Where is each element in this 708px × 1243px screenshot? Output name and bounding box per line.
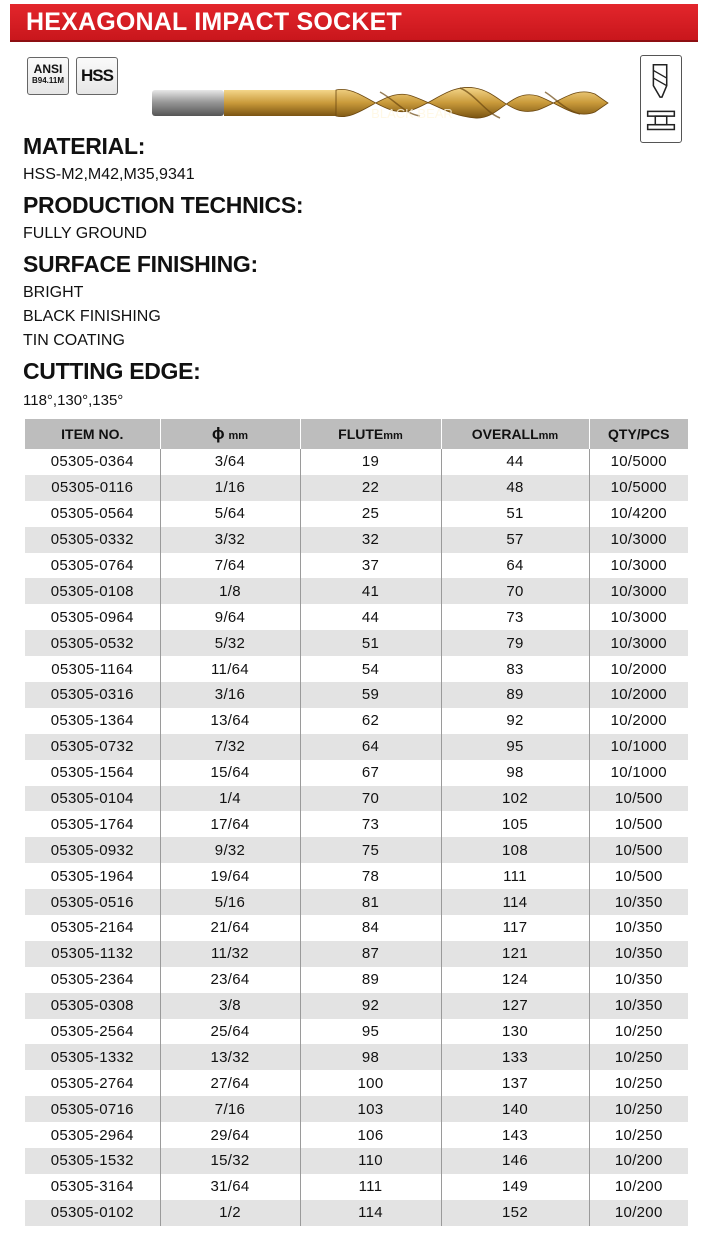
cell-overall-length: 51 bbox=[441, 501, 589, 527]
cell-overall-length: 48 bbox=[441, 475, 589, 501]
production-technics-value: FULLY GROUND bbox=[23, 225, 147, 242]
table-row bbox=[25, 863, 688, 889]
table-row bbox=[25, 993, 688, 1019]
cell-overall-length: 137 bbox=[441, 1070, 589, 1096]
cell-flute-length: 110 bbox=[300, 1148, 441, 1174]
cell-item-no: 05305-2364 bbox=[50, 971, 134, 989]
cell-item-no: 05305-0716 bbox=[25, 1096, 160, 1122]
cell-qty-pcs: 10/5000 bbox=[589, 449, 688, 475]
table-row bbox=[25, 786, 688, 812]
cell-qty-pcs: 10/250 bbox=[589, 1019, 688, 1045]
cell-flute-length: 59 bbox=[300, 682, 441, 708]
table-body bbox=[25, 449, 688, 1226]
cell-flute-length: 22 bbox=[300, 475, 441, 501]
cell-diameter: 3/64 bbox=[160, 449, 300, 475]
table-row bbox=[25, 915, 688, 941]
cell-diameter: 5/32 bbox=[160, 630, 300, 656]
cell-overall-length: 79 bbox=[441, 630, 589, 656]
diameter-symbol: ϕ bbox=[211, 424, 225, 443]
cell-flute-length: 111 bbox=[300, 1174, 441, 1200]
drill-bit-image bbox=[150, 80, 610, 126]
cell-qty-pcs: 10/2000 bbox=[589, 708, 688, 734]
cell-flute-length: 64 bbox=[300, 734, 441, 760]
material-heading: MATERIAL: bbox=[23, 133, 146, 159]
cell-overall-length: 102 bbox=[441, 786, 589, 812]
cell-item-no: 05305-0764 bbox=[50, 557, 134, 574]
cell-overall-length: 124 bbox=[441, 967, 589, 993]
table-row bbox=[25, 837, 688, 863]
cell-diameter: 3/16 bbox=[160, 682, 300, 708]
surface-finishing-black: BLACK FINISHING bbox=[23, 308, 161, 325]
cell-qty-pcs: 10/3000 bbox=[589, 604, 688, 630]
cell-overall-length: 105 bbox=[441, 811, 589, 837]
drill-shank bbox=[152, 90, 224, 116]
cell-qty-pcs: 10/500 bbox=[589, 786, 688, 812]
cell-overall-length: 130 bbox=[441, 1019, 589, 1045]
diameter-unit: mm bbox=[228, 430, 249, 442]
cell-flute-length: 32 bbox=[300, 527, 441, 553]
cell-overall-length: 89 bbox=[441, 682, 589, 708]
table-row bbox=[25, 501, 688, 527]
cell-qty-pcs: 10/200 bbox=[589, 1174, 688, 1200]
cell-diameter: 5/64 bbox=[160, 501, 300, 527]
cell-flute-length: 95 bbox=[300, 1019, 441, 1045]
table-row bbox=[25, 630, 688, 656]
cell-qty-pcs: 10/4200 bbox=[589, 501, 688, 527]
cell-diameter: 25/64 bbox=[160, 1019, 300, 1045]
cell-flute-length: 84 bbox=[300, 915, 441, 941]
table-row bbox=[25, 1148, 688, 1174]
cell-diameter: 15/64 bbox=[160, 760, 300, 786]
cell-overall-length: 108 bbox=[441, 837, 589, 863]
cell-diameter: 3/32 bbox=[160, 527, 300, 553]
cell-overall-length: 149 bbox=[441, 1174, 589, 1200]
table-row bbox=[25, 1070, 688, 1096]
cell-qty-pcs: 10/350 bbox=[589, 967, 688, 993]
table-row bbox=[25, 604, 688, 630]
table-row bbox=[25, 708, 688, 734]
surface-finishing-tin: TIN COATING bbox=[23, 332, 125, 349]
drill-brand-text: BLACK BEAR bbox=[371, 106, 453, 121]
cell-diameter: 9/32 bbox=[160, 837, 300, 863]
cell-diameter: 31/64 bbox=[160, 1174, 300, 1200]
cell-qty-pcs: 10/200 bbox=[589, 1148, 688, 1174]
cell-qty-pcs: 10/500 bbox=[589, 811, 688, 837]
col-header-qty: QTY/PCS bbox=[589, 419, 688, 449]
cell-overall-length: 73 bbox=[441, 604, 589, 630]
col-header-flute bbox=[300, 419, 441, 449]
cell-item-no: 05305-1364 bbox=[50, 712, 134, 730]
cell-diameter: 5/16 bbox=[160, 889, 300, 915]
overall-unit: mm bbox=[538, 430, 559, 442]
ansi-badge bbox=[27, 57, 69, 95]
cell-diameter: 7/32 bbox=[160, 734, 300, 760]
table-row bbox=[25, 449, 688, 475]
table-row bbox=[25, 1200, 688, 1226]
table-row bbox=[25, 527, 688, 553]
cell-diameter: 1/2 bbox=[160, 1200, 300, 1226]
col-header-diameter bbox=[160, 419, 300, 449]
cell-flute-length: 73 bbox=[300, 811, 441, 837]
cell-diameter: 13/32 bbox=[160, 1044, 300, 1070]
surface-finishing-bright: BRIGHT bbox=[23, 284, 84, 301]
cell-flute-length: 54 bbox=[300, 656, 441, 682]
cell-qty-pcs: 10/3000 bbox=[589, 553, 688, 579]
cell-diameter: 1/8 bbox=[160, 578, 300, 604]
cell-flute-length: 98 bbox=[300, 1044, 441, 1070]
cell-item-no: 05305-0732 bbox=[25, 734, 160, 760]
cell-qty-pcs: 10/250 bbox=[589, 1070, 688, 1096]
table-row bbox=[25, 811, 688, 837]
table-row bbox=[25, 967, 688, 993]
hss-badge: HSS bbox=[76, 57, 118, 95]
cell-item-no: 05305-3164 bbox=[50, 1178, 134, 1196]
ansi-badge-label: ANSI bbox=[33, 62, 63, 76]
cell-item-no: 05305-2564 bbox=[50, 1023, 134, 1041]
cell-flute-length: 81 bbox=[300, 889, 441, 915]
cell-qty-pcs: 10/1000 bbox=[589, 734, 688, 760]
cell-flute-length: 62 bbox=[300, 708, 441, 734]
cell-flute-length: 44 bbox=[300, 604, 441, 630]
cell-diameter: 19/64 bbox=[160, 863, 300, 889]
production-technics-heading: PRODUCTION TECHNICS: bbox=[23, 192, 304, 218]
cell-qty-pcs: 10/500 bbox=[589, 837, 688, 863]
cell-item-no: 05305-0516 bbox=[25, 889, 160, 915]
cell-item-no: 05305-0564 bbox=[50, 505, 134, 523]
table-row bbox=[25, 553, 688, 579]
cell-flute-length: 25 bbox=[300, 501, 441, 527]
cell-overall-length: 117 bbox=[441, 915, 589, 941]
cell-qty-pcs: 10/2000 bbox=[589, 682, 688, 708]
cell-overall-length: 143 bbox=[441, 1122, 589, 1148]
table-row bbox=[25, 734, 688, 760]
cell-item-no: 05305-2964 bbox=[50, 1126, 134, 1144]
drill-tip-icon bbox=[640, 55, 682, 143]
cell-overall-length: 92 bbox=[441, 708, 589, 734]
cell-diameter: 11/64 bbox=[160, 656, 300, 682]
cell-qty-pcs: 10/3000 bbox=[589, 630, 688, 656]
cell-overall-length: 83 bbox=[441, 656, 589, 682]
cell-diameter: 21/64 bbox=[160, 915, 300, 941]
table-row bbox=[25, 1122, 688, 1148]
table-row bbox=[25, 682, 688, 708]
cell-flute-length: 114 bbox=[300, 1200, 441, 1226]
cell-item-no: 05305-1532 bbox=[25, 1148, 160, 1174]
cell-flute-length: 87 bbox=[300, 941, 441, 967]
cell-flute-length: 100 bbox=[300, 1070, 441, 1096]
cell-flute-length: 19 bbox=[300, 449, 441, 475]
cell-qty-pcs: 10/350 bbox=[589, 993, 688, 1019]
col-header-overall bbox=[441, 419, 589, 449]
cell-overall-length: 152 bbox=[441, 1200, 589, 1226]
cell-flute-length: 75 bbox=[300, 837, 441, 863]
cell-overall-length: 98 bbox=[441, 760, 589, 786]
cell-overall-length: 111 bbox=[441, 863, 589, 889]
cell-diameter: 1/16 bbox=[160, 475, 300, 501]
cell-overall-length: 95 bbox=[441, 734, 589, 760]
cell-overall-length: 57 bbox=[441, 527, 589, 553]
cell-diameter: 7/16 bbox=[160, 1096, 300, 1122]
cell-diameter: 15/32 bbox=[160, 1148, 300, 1174]
cell-item-no: 05305-0108 bbox=[25, 578, 160, 604]
cell-qty-pcs: 10/200 bbox=[589, 1200, 688, 1226]
cell-qty-pcs: 10/350 bbox=[589, 889, 688, 915]
cell-qty-pcs: 10/5000 bbox=[589, 475, 688, 501]
cell-qty-pcs: 10/3000 bbox=[589, 578, 688, 604]
cell-item-no: 05305-0332 bbox=[25, 527, 160, 553]
cell-item-no: 05305-1132 bbox=[25, 941, 160, 967]
cell-diameter: 3/8 bbox=[160, 993, 300, 1019]
cell-qty-pcs: 10/3000 bbox=[589, 527, 688, 553]
table-row bbox=[25, 1019, 688, 1045]
cell-item-no: 05305-0116 bbox=[25, 475, 160, 501]
title-banner bbox=[10, 4, 698, 42]
table-row bbox=[25, 1174, 688, 1200]
flute-label: FLUTE bbox=[338, 426, 384, 442]
cell-item-no: 05305-0532 bbox=[25, 630, 160, 656]
cell-overall-length: 140 bbox=[441, 1096, 589, 1122]
cell-item-no: 05305-1332 bbox=[25, 1044, 160, 1070]
cell-diameter: 9/64 bbox=[160, 604, 300, 630]
cell-item-no: 05305-0932 bbox=[25, 837, 160, 863]
table-row bbox=[25, 475, 688, 501]
cell-item-no: 05305-0316 bbox=[25, 682, 160, 708]
drill-gold-body bbox=[224, 90, 336, 116]
table-row bbox=[25, 656, 688, 682]
cell-flute-length: 67 bbox=[300, 760, 441, 786]
cell-diameter: 17/64 bbox=[160, 811, 300, 837]
cell-flute-length: 92 bbox=[300, 993, 441, 1019]
cell-overall-length: 114 bbox=[441, 889, 589, 915]
cell-diameter: 23/64 bbox=[160, 967, 300, 993]
cell-qty-pcs: 10/250 bbox=[589, 1044, 688, 1070]
cell-item-no: 05305-2164 bbox=[50, 919, 134, 937]
overall-label: OVERALL bbox=[471, 426, 539, 442]
cell-diameter: 13/64 bbox=[160, 708, 300, 734]
cell-item-no: 05305-2764 bbox=[50, 1074, 134, 1092]
cell-flute-length: 106 bbox=[300, 1122, 441, 1148]
cell-overall-length: 127 bbox=[441, 993, 589, 1019]
table-row bbox=[25, 941, 688, 967]
cell-overall-length: 121 bbox=[441, 941, 589, 967]
cell-diameter: 7/64 bbox=[160, 553, 300, 579]
table-row bbox=[25, 1044, 688, 1070]
cell-flute-length: 37 bbox=[300, 553, 441, 579]
table-row bbox=[25, 1096, 688, 1122]
cell-flute-length: 51 bbox=[300, 630, 441, 656]
cell-item-no: 05305-1964 bbox=[50, 867, 134, 885]
cell-item-no: 05305-1164 bbox=[51, 660, 134, 678]
cell-item-no: 05305-0308 bbox=[25, 993, 160, 1019]
cell-qty-pcs: 10/500 bbox=[589, 863, 688, 889]
cell-diameter: 11/32 bbox=[160, 941, 300, 967]
col-header-item: ITEM NO. bbox=[25, 419, 160, 449]
cell-flute-length: 89 bbox=[300, 967, 441, 993]
cell-overall-length: 44 bbox=[441, 449, 589, 475]
surface-finishing-heading: SURFACE FINISHING: bbox=[23, 251, 258, 277]
cell-flute-length: 41 bbox=[300, 578, 441, 604]
cell-flute-length: 70 bbox=[300, 786, 441, 812]
cell-item-no: 05305-0964 bbox=[50, 608, 134, 626]
material-value: HSS-M2,M42,M35,9341 bbox=[23, 166, 195, 183]
cell-qty-pcs: 10/2000 bbox=[589, 656, 688, 682]
cell-qty-pcs: 10/1000 bbox=[589, 760, 688, 786]
cell-flute-length: 78 bbox=[300, 863, 441, 889]
cell-diameter: 29/64 bbox=[160, 1122, 300, 1148]
cell-overall-length: 70 bbox=[441, 578, 589, 604]
cutting-edge-value: 118°,130°,135° bbox=[23, 392, 124, 409]
table-row bbox=[25, 578, 688, 604]
table-header-row bbox=[25, 419, 688, 449]
cell-qty-pcs: 10/350 bbox=[589, 941, 688, 967]
cell-item-no: 05305-0104 bbox=[25, 786, 160, 812]
cell-item-no: 05305-0102 bbox=[25, 1200, 160, 1226]
cell-diameter: 1/4 bbox=[160, 786, 300, 812]
table-row bbox=[25, 889, 688, 915]
cell-qty-pcs: 10/350 bbox=[589, 915, 688, 941]
cell-overall-length: 146 bbox=[441, 1148, 589, 1174]
cell-item-no: 05305-0364 bbox=[50, 453, 134, 471]
cell-qty-pcs: 10/250 bbox=[589, 1122, 688, 1148]
table-row bbox=[25, 760, 688, 786]
cell-qty-pcs: 10/250 bbox=[589, 1096, 688, 1122]
cutting-edge-heading: CUTTING EDGE: bbox=[23, 358, 201, 384]
page-title: HEXAGONAL IMPACT SOCKET bbox=[26, 8, 402, 36]
flute-unit: mm bbox=[383, 430, 403, 442]
cell-overall-length: 133 bbox=[441, 1044, 589, 1070]
cell-item-no: 05305-1764 bbox=[50, 815, 134, 833]
cell-item-no: 05305-1564 bbox=[50, 764, 134, 782]
cell-flute-length: 103 bbox=[300, 1096, 441, 1122]
cell-diameter: 27/64 bbox=[160, 1070, 300, 1096]
cell-overall-length: 64 bbox=[441, 553, 589, 579]
spec-table bbox=[25, 419, 688, 1226]
ansi-badge-standard: B94.11M bbox=[31, 76, 65, 85]
